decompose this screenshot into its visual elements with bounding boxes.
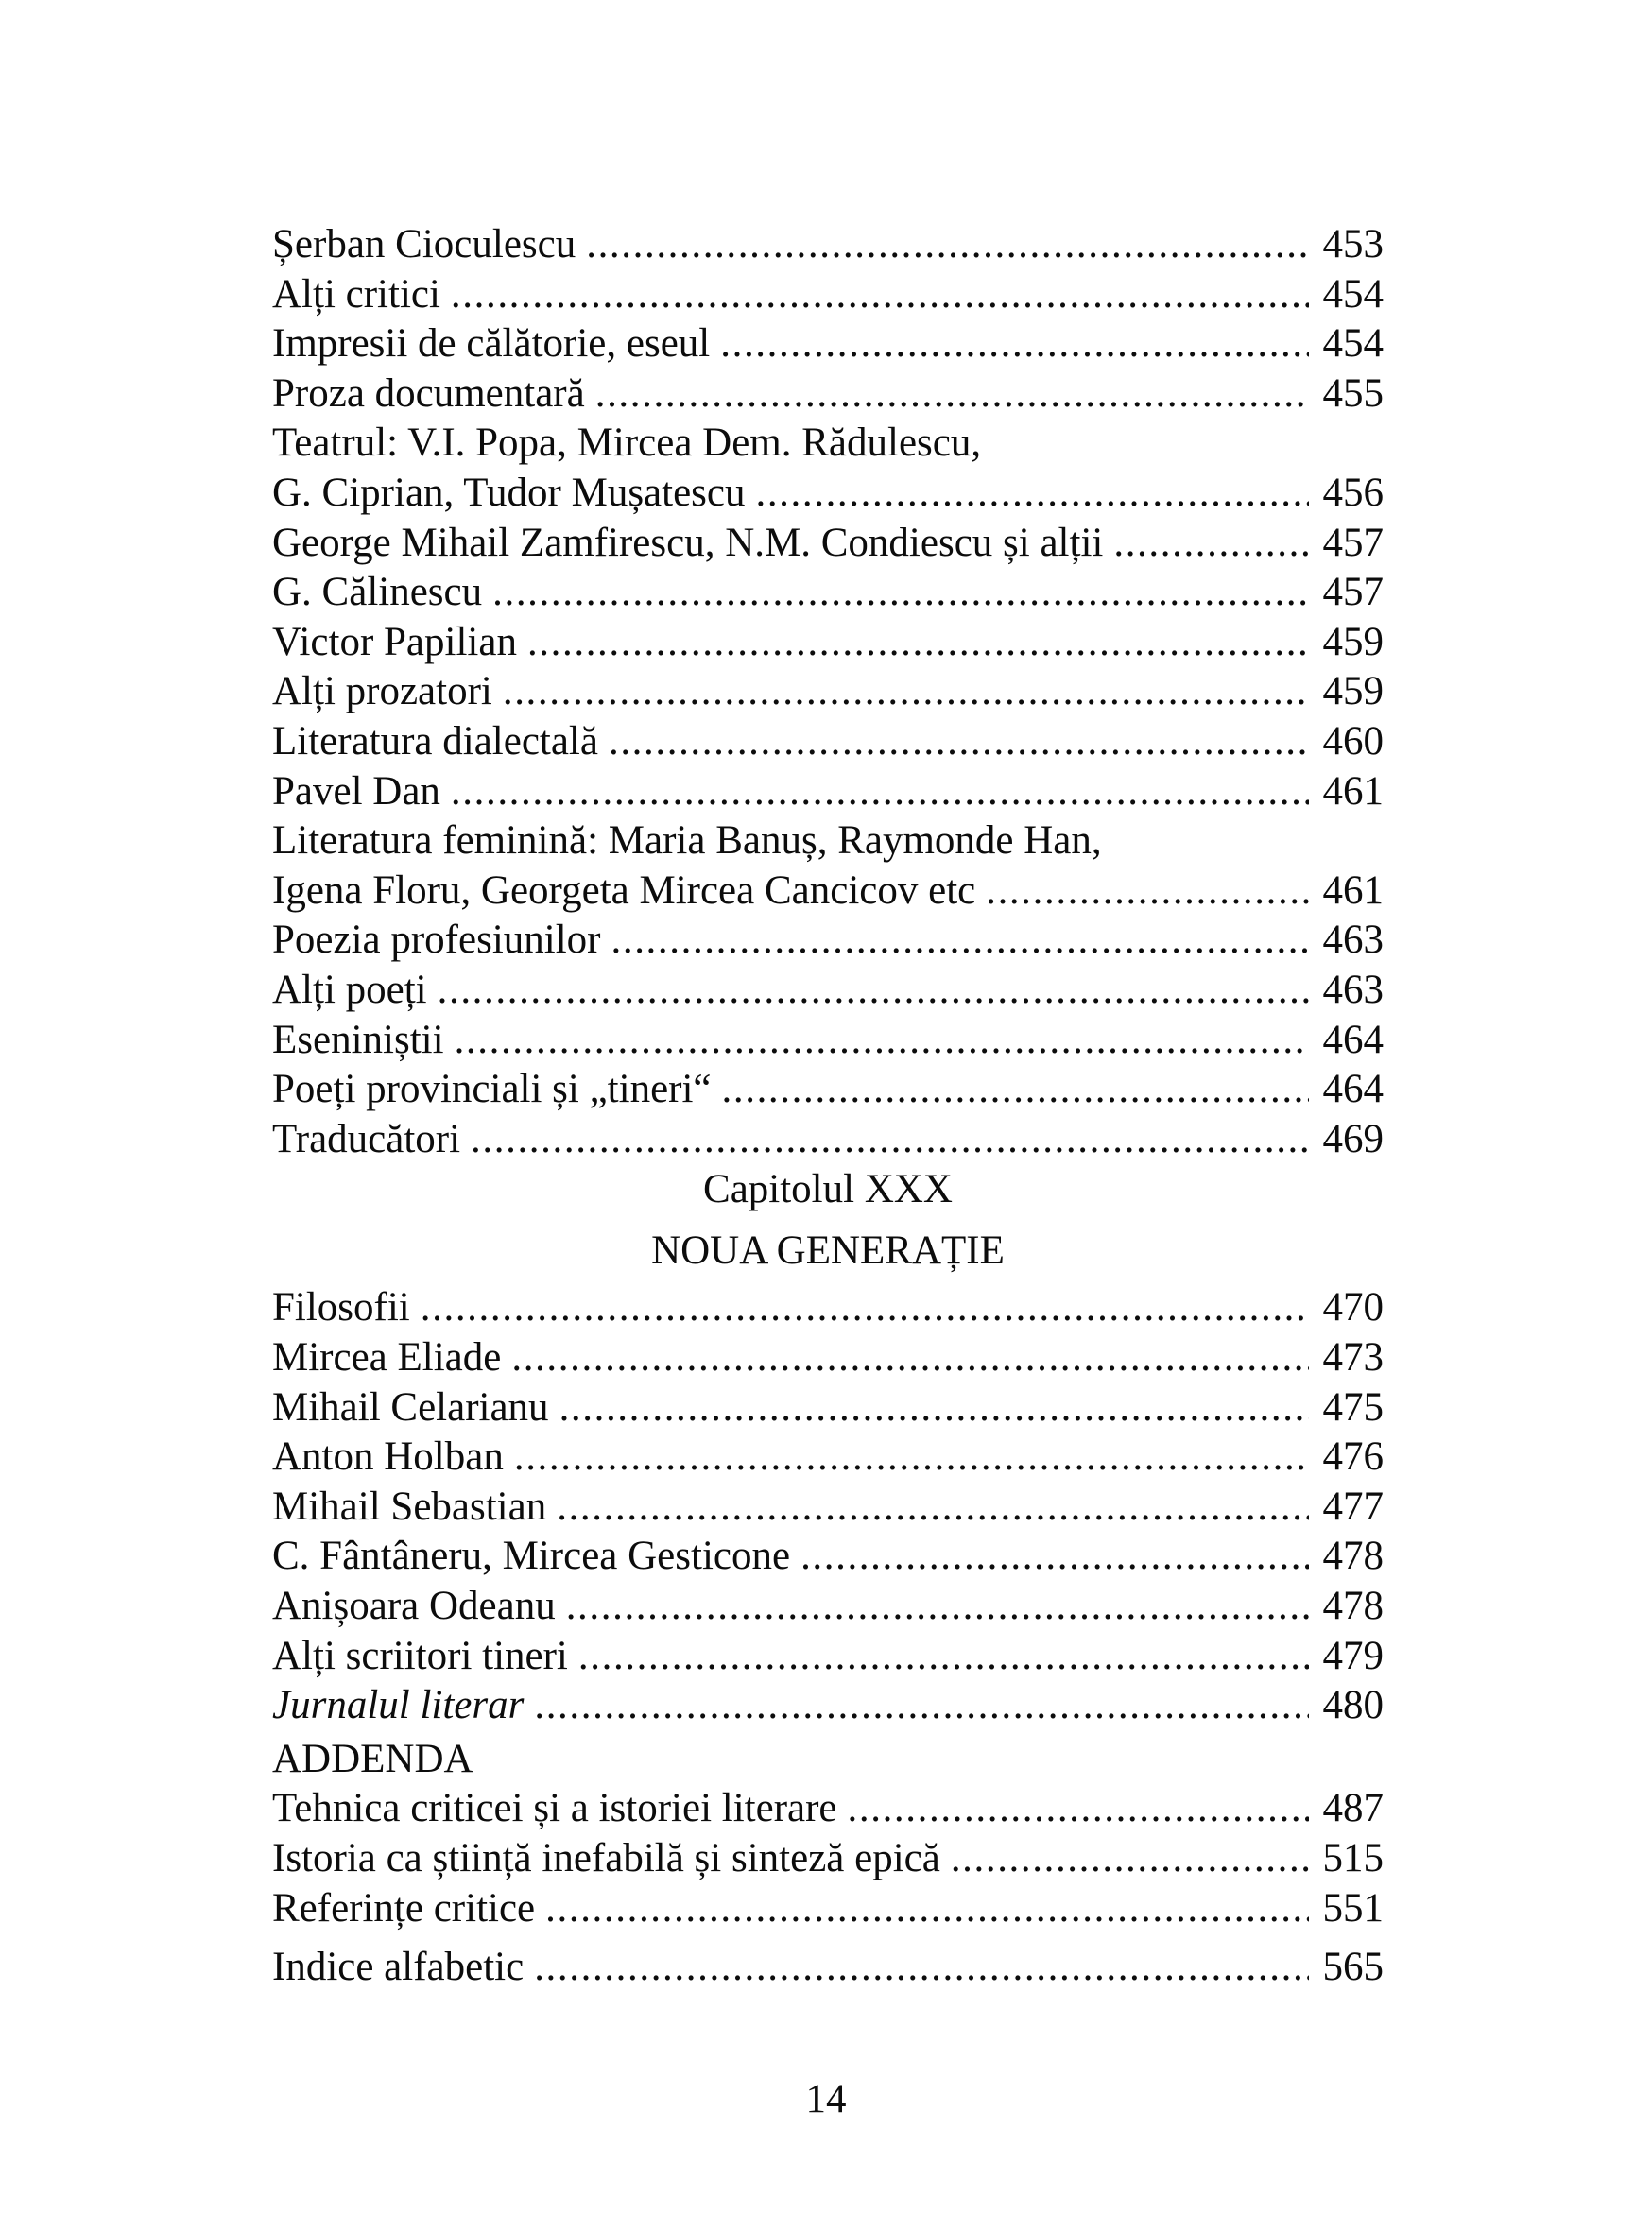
toc-entry-label: Alți scriitori tineri bbox=[272, 1633, 568, 1678]
toc-entry bbox=[272, 1834, 1384, 1884]
dot-leader bbox=[534, 1681, 1308, 1731]
toc-entry bbox=[272, 1532, 1384, 1582]
toc-entry-page-number: 479 bbox=[1322, 1633, 1384, 1678]
toc-entry-label: Jurnalul literar bbox=[272, 1683, 525, 1728]
toc-entry-label: Poezia profesiunilor bbox=[272, 918, 601, 963]
toc-entry-label: Referințe critice bbox=[272, 1885, 536, 1931]
toc-entry-label: G. Ciprian, Tudor Mușatescu bbox=[272, 470, 746, 515]
toc-entry-label: Filosofii bbox=[272, 1285, 410, 1331]
dot-leader bbox=[595, 369, 1309, 420]
toc-entry-label: Traducători bbox=[272, 1116, 461, 1161]
toc-entry bbox=[272, 519, 1384, 569]
toc-entry-page-number: 476 bbox=[1322, 1434, 1384, 1480]
dot-leader bbox=[755, 469, 1308, 519]
toc-entry-page-number: 463 bbox=[1322, 967, 1384, 1012]
toc-entry-page-number: 464 bbox=[1322, 1017, 1384, 1062]
dot-leader bbox=[559, 1383, 1309, 1434]
toc-entry-label: George Mihail Zamfirescu, N.M. Condiescu și alții bbox=[272, 520, 1104, 565]
toc-entry-page-number: 464 bbox=[1322, 1067, 1384, 1112]
toc-entry-label: Igena Floru, Georgeta Mircea Cancicov etc bbox=[272, 867, 976, 913]
dot-leader bbox=[545, 1884, 1308, 1934]
toc-entry bbox=[272, 369, 1384, 420]
toc-entry-page-number: 457 bbox=[1322, 570, 1384, 615]
toc-entry bbox=[272, 867, 1384, 917]
toc-list bbox=[272, 220, 1384, 1993]
toc-entry-page-number: 454 bbox=[1322, 271, 1384, 317]
toc-entry bbox=[272, 419, 1384, 469]
toc-entry bbox=[272, 220, 1384, 270]
toc-entry bbox=[272, 1483, 1384, 1533]
toc-entry-label: Literatura dialectală bbox=[272, 718, 598, 764]
dot-leader bbox=[720, 319, 1308, 369]
toc-entry-page-number: 478 bbox=[1322, 1534, 1384, 1579]
toc-entry bbox=[272, 469, 1384, 519]
dot-leader bbox=[951, 1834, 1309, 1884]
dot-leader bbox=[503, 667, 1309, 717]
dot-leader bbox=[492, 568, 1308, 618]
toc-entry-page-number: 463 bbox=[1322, 918, 1384, 963]
toc-entry-label: Indice alfabetic bbox=[272, 1945, 525, 1990]
dot-leader bbox=[609, 717, 1309, 767]
toc-entry bbox=[272, 1283, 1384, 1333]
toc-entry-label: Anișoara Odeanu bbox=[272, 1584, 556, 1629]
toc-entry-page-number: 480 bbox=[1322, 1683, 1384, 1728]
toc-entry bbox=[272, 717, 1384, 767]
toc-entry-page-number: 460 bbox=[1322, 718, 1384, 764]
toc-entry-label: Mihail Sebastian bbox=[272, 1484, 547, 1529]
dot-leader bbox=[451, 767, 1309, 817]
toc-entry bbox=[272, 1681, 1384, 1731]
toc-entry-page-number: 454 bbox=[1322, 321, 1384, 367]
toc-entry-label: Victor Papilian bbox=[272, 619, 517, 664]
toc-entry bbox=[272, 1333, 1384, 1383]
dot-leader bbox=[511, 1333, 1308, 1383]
toc-entry bbox=[272, 1065, 1384, 1115]
dot-leader bbox=[586, 220, 1308, 270]
dot-leader bbox=[848, 1784, 1309, 1834]
toc-entry-label: Alți poeți bbox=[272, 967, 427, 1012]
toc-entry-label: Mihail Celarianu bbox=[272, 1384, 549, 1430]
dot-leader bbox=[421, 1283, 1309, 1333]
page-footer bbox=[0, 2075, 1652, 2125]
toc-entry bbox=[272, 667, 1384, 717]
toc-entry bbox=[272, 1582, 1384, 1632]
toc-entry-label: Alți critici bbox=[272, 271, 440, 317]
dot-leader bbox=[455, 1016, 1309, 1066]
folio-page-number: 14 bbox=[805, 2077, 847, 2121]
toc-entry-page-number: 487 bbox=[1322, 1786, 1384, 1831]
dot-leader bbox=[578, 1632, 1309, 1682]
dot-leader bbox=[1113, 519, 1308, 569]
toc-entry-page-number: 453 bbox=[1322, 222, 1384, 266]
toc-entry bbox=[272, 1884, 1384, 1934]
dot-leader bbox=[471, 1115, 1308, 1165]
dot-leader bbox=[566, 1582, 1309, 1632]
toc-entry bbox=[272, 816, 1384, 867]
dot-leader bbox=[534, 1943, 1308, 1993]
toc-entry-label: Eseniniștii bbox=[272, 1017, 444, 1062]
toc-entry bbox=[272, 1115, 1384, 1165]
toc-entry-label: Anton Holban bbox=[272, 1434, 504, 1480]
dot-leader bbox=[986, 867, 1308, 917]
toc-entry-page-number: 478 bbox=[1322, 1584, 1384, 1629]
toc-entry bbox=[272, 966, 1384, 1016]
toc-entry bbox=[272, 916, 1384, 966]
dot-leader bbox=[611, 916, 1309, 966]
toc-entry-label: Literatura feminină: Maria Banuș, Raymonde Han, bbox=[272, 818, 1102, 864]
toc-entry-page-number: 455 bbox=[1322, 370, 1384, 416]
toc-entry-page-number: 469 bbox=[1322, 1116, 1384, 1161]
dot-leader bbox=[722, 1065, 1309, 1115]
toc-entry-page-number: 473 bbox=[1322, 1335, 1384, 1381]
toc-entry-page-number: 461 bbox=[1322, 768, 1384, 814]
toc-entry-label: Mircea Eliade bbox=[272, 1335, 502, 1381]
toc-entry-label: Tehnica criticei și a istoriei literare bbox=[272, 1786, 837, 1831]
toc-entry-page-number: 477 bbox=[1322, 1484, 1384, 1529]
toc-entry bbox=[272, 1784, 1384, 1834]
dot-leader bbox=[557, 1483, 1308, 1533]
toc-entry-label: Impresii de călătorie, eseul bbox=[272, 321, 711, 367]
toc-entry bbox=[272, 1383, 1384, 1434]
toc-entry-page-number: 459 bbox=[1322, 619, 1384, 664]
toc-entry bbox=[272, 568, 1384, 618]
toc-entry-page-number: 461 bbox=[1322, 867, 1384, 913]
chapter-title: NOUA GENERAȚIE bbox=[651, 1228, 1005, 1273]
addenda-heading: ADDENDA bbox=[272, 1736, 473, 1781]
toc-entry bbox=[272, 1943, 1384, 1993]
toc-entry bbox=[272, 618, 1384, 668]
toc-entry-label: Poeți provinciali și „tineri“ bbox=[272, 1067, 712, 1112]
dot-leader bbox=[438, 966, 1309, 1016]
toc-entry bbox=[272, 1433, 1384, 1483]
toc-entry-label: Pavel Dan bbox=[272, 768, 440, 814]
toc-entry bbox=[272, 270, 1384, 320]
toc-entry-label: Istoria ca știință inefabilă și sinteză epică bbox=[272, 1836, 940, 1880]
dot-leader bbox=[514, 1433, 1309, 1483]
dot-leader bbox=[451, 270, 1309, 320]
chapter-heading: Capitolul XXX bbox=[703, 1167, 953, 1212]
toc-entry-label: G. Călinescu bbox=[272, 570, 483, 615]
toc-entry bbox=[272, 1016, 1384, 1066]
toc-entry-label: Teatrul: V.I. Popa, Mircea Dem. Rădulescu, bbox=[272, 421, 982, 466]
toc-entry bbox=[272, 319, 1384, 369]
toc-entry-page-number: 475 bbox=[1322, 1384, 1384, 1430]
toc-entry-page-number: 457 bbox=[1322, 520, 1384, 565]
toc-entry-page-number: 551 bbox=[1322, 1885, 1384, 1931]
toc-entry-page-number: 515 bbox=[1322, 1836, 1384, 1880]
toc-entry-label: Alți prozatori bbox=[272, 669, 492, 714]
toc-entry bbox=[272, 767, 1384, 817]
toc-entry-page-number: 459 bbox=[1322, 669, 1384, 714]
toc-entry bbox=[272, 1632, 1384, 1682]
toc-entry-label: Șerban Cioculescu bbox=[272, 222, 576, 266]
toc-entry-label: Proza documentară bbox=[272, 370, 585, 416]
dot-leader bbox=[800, 1532, 1308, 1582]
toc-entry-page-number: 470 bbox=[1322, 1285, 1384, 1331]
toc-entry-label: C. Fântâneru, Mircea Gesticone bbox=[272, 1534, 791, 1579]
dot-leader bbox=[527, 618, 1309, 668]
toc-entry-page-number: 565 bbox=[1322, 1945, 1384, 1990]
toc-entry-page-number: 456 bbox=[1322, 470, 1384, 515]
